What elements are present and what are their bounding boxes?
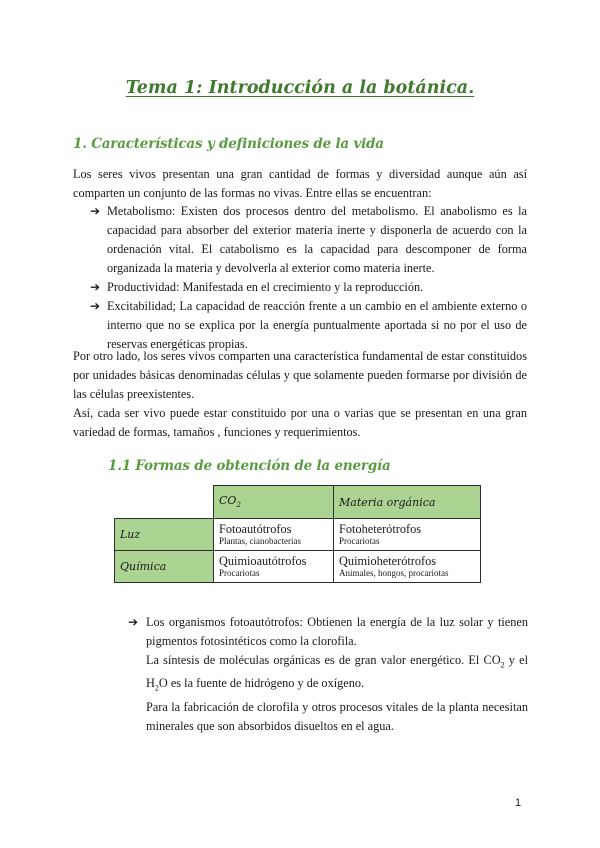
table-cell bbox=[214, 551, 334, 583]
characteristics-list bbox=[73, 202, 527, 354]
column-header-co2: $CO_2$ bbox=[214, 486, 334, 519]
list-item bbox=[108, 613, 528, 736]
cell-sub-text: Procariotas bbox=[219, 568, 260, 578]
cell-main-text: Quimioheterótrofos bbox=[339, 554, 437, 568]
cell-main-text: Fotoautótrofos bbox=[219, 522, 292, 536]
energy-table bbox=[114, 485, 481, 583]
page-number: 1 bbox=[515, 797, 522, 809]
page-title: Tema 1: Introducción a la botánica. bbox=[125, 78, 475, 98]
table-cell bbox=[334, 551, 481, 583]
table-header-row bbox=[115, 486, 481, 519]
cell-sub-text: Procariotas bbox=[339, 536, 380, 546]
bullet-text-photoautotrophs: Los organismos fotoautótrofos: Obtienen la energía de la luz solar y tienen pigmentos fotosintéticos como la clorofila. bbox=[146, 615, 528, 648]
list-item bbox=[73, 202, 527, 278]
minerals-paragraph: Para la fabricación de clorofila y otros procesos vitales de la planta necesitan minerales que son absorbidos disueltos en el agua. bbox=[146, 699, 528, 733]
table-row bbox=[115, 519, 481, 551]
variety-paragraph: Así, cada ser vivo puede estar constituido por una o varias que se presentan en una gran variedad de formas, tamaños , funciones y requerimientos. bbox=[73, 406, 527, 439]
table-cell bbox=[334, 519, 481, 551]
bullet-text-metabolism: Metabolismo: Existen dos procesos dentro del metabolismo. El anabolismo es la capacidad para absorber del exterior materia inerte y disponerla de acuerdo con la ordenación vital. El catabolismo es la capacidad para descomponer de forma organizada la materia y devolverla al exterior como materia inerte. bbox=[107, 204, 527, 275]
cell-sub-text: Animales, hongos, procariotas bbox=[339, 568, 449, 578]
table-cell bbox=[214, 519, 334, 551]
cell-main-text: Fotoheterótrofos bbox=[339, 522, 422, 536]
section-heading-energy: 1.1 Formas de obtención de la energía bbox=[108, 458, 391, 474]
bullet-text-productivity: Productividad: Manifestada en el crecimiento y la reproducción. bbox=[107, 280, 424, 294]
column-header-organic-matter: Materia orgánica bbox=[334, 486, 481, 519]
table-row bbox=[115, 551, 481, 583]
synthesis-paragraph: La síntesis de moléculas orgánicas es de gran valor energético. El $CO_2$ y el $H_2O$ es la fuente de hidrógeno y de oxígeno. bbox=[146, 653, 529, 693]
arrow-right-icon: ➔ bbox=[90, 280, 101, 294]
list-item bbox=[73, 297, 527, 354]
bullet-text-excitability: Excitabilidad; La capacidad de reacción frente a un cambio en el ambiente externo o interno que no se explica por la energía puntualmente aportada si no por el uso de reservas energéticas propias. bbox=[107, 299, 527, 351]
list-item bbox=[73, 278, 527, 297]
table-corner-cell bbox=[115, 486, 214, 519]
section-heading-characteristics: 1. Características y definiciones de la vida bbox=[73, 136, 384, 152]
intro-paragraph: Los seres vivos presentan una gran cantidad de formas y diversidad aunque aún así comparten un conjunto de las formas no vivas. Entre ellas se encuentran: bbox=[73, 167, 527, 200]
cells-paragraph: Por otro lado, los seres vivos comparten una característica fundamental de estar constituidos por unidades básicas denominadas células y que solamente pueden formarse por división de las células preexistentes. bbox=[73, 349, 527, 401]
arrow-right-icon: ➔ bbox=[90, 204, 101, 218]
row-header-chemical: Química bbox=[115, 551, 214, 583]
arrow-right-icon: ➔ bbox=[90, 299, 101, 313]
cell-sub-text: Plantas, cianobacterias bbox=[219, 536, 301, 546]
row-header-light: Luz bbox=[115, 519, 214, 551]
photoautotroph-list bbox=[108, 613, 528, 736]
arrow-right-icon: ➔ bbox=[128, 615, 139, 629]
cell-main-text: Quimioautótrofos bbox=[219, 554, 307, 568]
